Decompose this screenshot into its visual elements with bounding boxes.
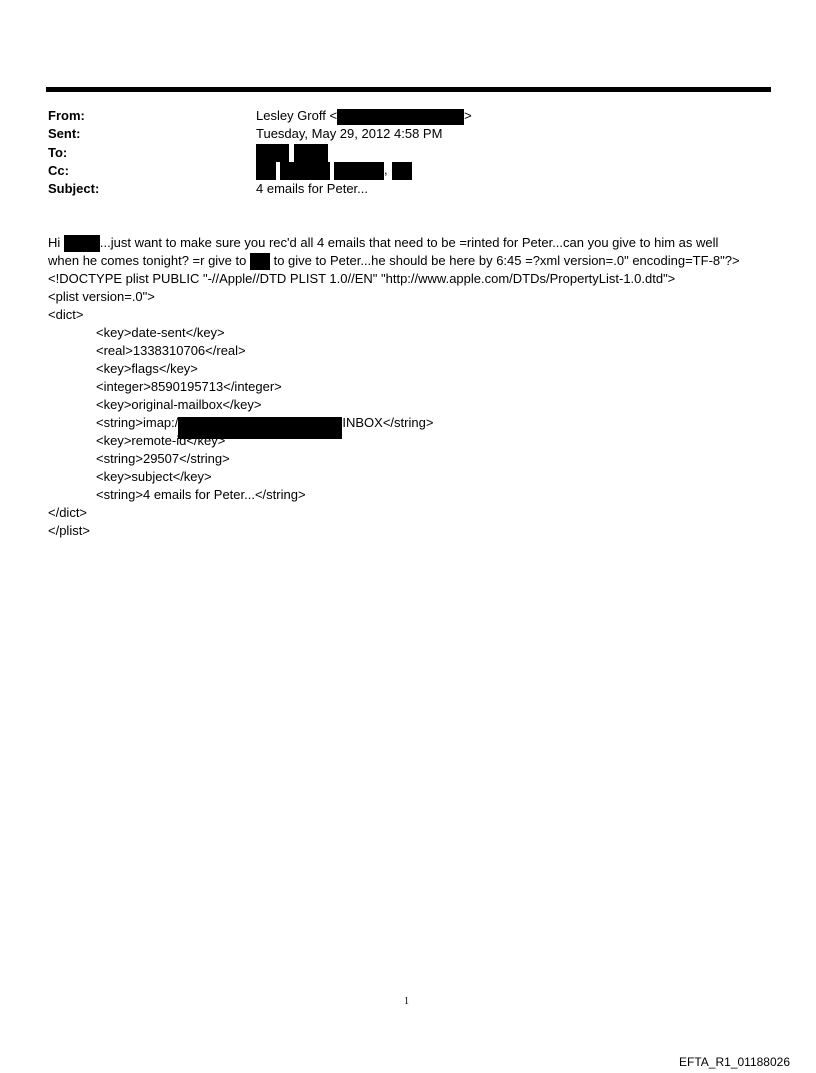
sent-label: Sent: bbox=[48, 126, 81, 141]
redaction-block bbox=[64, 235, 100, 252]
from-name: Lesley Groff < bbox=[256, 108, 338, 123]
body-text: </key> bbox=[186, 433, 226, 448]
redaction-block bbox=[392, 162, 412, 180]
dict-line: <key>subject</key> bbox=[96, 469, 212, 484]
body-line: </dict> bbox=[48, 505, 88, 520]
cc-separator: , bbox=[384, 162, 388, 177]
subject-label: Subject: bbox=[48, 181, 100, 196]
to-value bbox=[256, 143, 328, 162]
body-line bbox=[48, 234, 718, 252]
dict-line: <integer>8590195713</integer> bbox=[96, 379, 282, 394]
dict-line: <key>flags</key> bbox=[96, 361, 198, 376]
body-text: INBOX</string> bbox=[342, 415, 434, 430]
sent-value: Tuesday, May 29, 2012 4:58 PM bbox=[256, 126, 443, 141]
from-label: From: bbox=[48, 108, 85, 123]
redaction-block bbox=[256, 144, 289, 162]
dict-line: <string>4 emails for Peter...</string> bbox=[96, 487, 306, 502]
dict-line: <key>original-mailbox</key> bbox=[96, 397, 262, 412]
document-id: EFTA_R1_01188026 bbox=[679, 1055, 790, 1069]
from-close: > bbox=[464, 108, 472, 123]
redaction-block bbox=[294, 144, 328, 162]
body-line: </plist> bbox=[48, 523, 90, 538]
redaction-block bbox=[334, 162, 384, 180]
body-text: <key>remote-id bbox=[96, 433, 187, 448]
body-line: <!DOCTYPE plist PUBLIC "-//Apple//DTD PLIST 1.0//EN" "http://www.apple.com/DTDs/PropertyList-1.0.dtd"> bbox=[48, 271, 676, 286]
body-text: <string>imap:/ bbox=[96, 415, 179, 430]
header-rule bbox=[46, 87, 771, 92]
redaction-block bbox=[250, 253, 270, 270]
page-number: 1 bbox=[404, 996, 409, 1007]
subject-value: 4 emails for Peter... bbox=[256, 181, 368, 196]
dict-line: <key>date-sent</key> bbox=[96, 325, 225, 340]
body-line: <plist version=.0"> bbox=[48, 289, 155, 304]
body-text: Hi bbox=[48, 235, 64, 250]
redaction-block bbox=[280, 162, 330, 180]
from-value bbox=[256, 107, 472, 125]
redaction-block bbox=[256, 162, 276, 180]
body-line: <dict> bbox=[48, 307, 84, 322]
to-label: To: bbox=[48, 145, 68, 160]
body-text: ...just want to make sure you rec'd all 4 emails that need to be =rinted for Peter...can you give to him as well bbox=[99, 235, 719, 250]
body-text: when he comes tonight? =r give to bbox=[48, 253, 250, 268]
cc-label: Cc: bbox=[48, 163, 69, 178]
cc-value bbox=[256, 161, 412, 180]
dict-line: <string>29507</string> bbox=[96, 451, 230, 466]
redaction-block bbox=[337, 109, 464, 125]
body-line bbox=[48, 252, 740, 270]
body-text: to give to Peter...he should be here by 6:45 =?xml version=.0" encoding=TF-8"?> bbox=[269, 253, 740, 268]
dict-line: <real>1338310706</real> bbox=[96, 343, 246, 358]
dict-line bbox=[96, 432, 225, 450]
